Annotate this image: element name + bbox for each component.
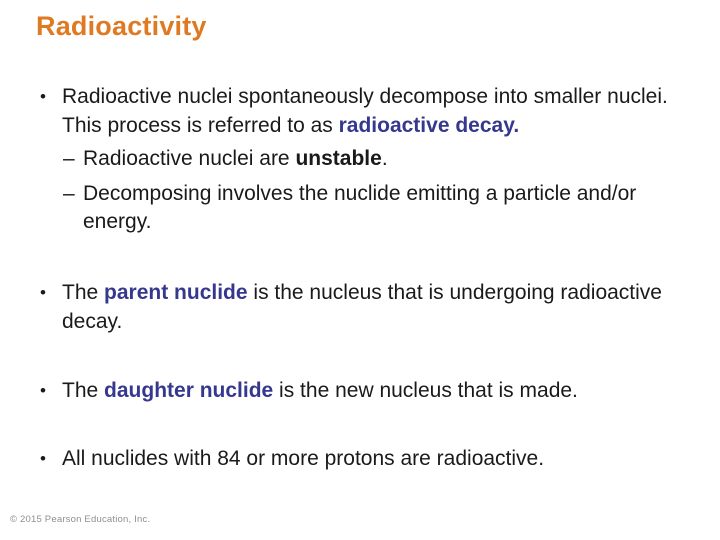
bullet-list bbox=[36, 82, 692, 473]
text-segment: Radioactive nuclei spontaneously decompose into smaller nuclei. This process is referred to as bbox=[62, 85, 668, 137]
sub-bullet-item bbox=[63, 145, 692, 173]
bullet-text bbox=[62, 376, 578, 405]
bullet-marker: • bbox=[40, 87, 46, 106]
bullet-text bbox=[62, 444, 544, 473]
bullet-marker: • bbox=[40, 283, 46, 302]
text-segment: unstable bbox=[295, 147, 382, 170]
bullet-text bbox=[62, 82, 692, 140]
bullet-text bbox=[83, 145, 388, 173]
bullet-text bbox=[62, 278, 692, 336]
dash-marker: – bbox=[63, 147, 75, 170]
bullet-item bbox=[40, 376, 692, 405]
key-term: parent nuclide bbox=[104, 281, 248, 304]
key-term: radioactive decay. bbox=[338, 114, 520, 137]
text-segment: All nuclides with 84 or more protons are radioactive. bbox=[62, 447, 545, 470]
dash-marker: – bbox=[63, 182, 75, 205]
text-segment: The bbox=[62, 379, 105, 402]
slide-title: Radioactivity bbox=[36, 11, 207, 41]
text-segment: is the nucleus that is undergoing radioactive decay. bbox=[62, 281, 662, 333]
bullet-marker: • bbox=[40, 381, 46, 400]
bullet-marker: • bbox=[40, 449, 46, 468]
bullet-item bbox=[40, 278, 692, 336]
text-segment: . bbox=[381, 147, 388, 170]
key-term: daughter nuclide bbox=[104, 379, 274, 402]
text-segment: Radioactive nuclei are bbox=[83, 147, 296, 170]
text-segment: The bbox=[62, 281, 105, 304]
bullet-text bbox=[83, 180, 692, 236]
bullet-item bbox=[40, 444, 692, 473]
copyright-footer: © 2015 Pearson Education, Inc. bbox=[10, 514, 151, 525]
text-segment: is the new nucleus that is made. bbox=[273, 379, 578, 402]
sub-bullet-item bbox=[63, 180, 692, 236]
text-segment: Decomposing involves the nuclide emitting a particle and/or energy. bbox=[83, 182, 637, 233]
bullet-item bbox=[40, 82, 692, 140]
